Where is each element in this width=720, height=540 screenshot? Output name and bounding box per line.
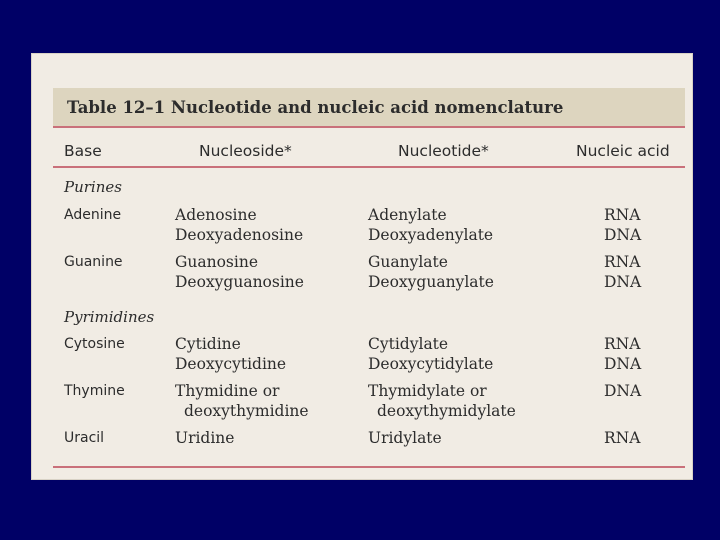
row-uracil-nucleoside-1: Uridine — [175, 429, 235, 447]
row-adenine-nucleoside-1: Adenosine — [175, 206, 257, 224]
row-adenine-base: Adenine — [64, 207, 122, 223]
row-cytosine-base: Cytosine — [64, 336, 125, 352]
row-thymine-nucleoside-1: Thymidine or — [175, 382, 280, 400]
row-cytosine-nucleotide-1: Cytidylate — [368, 335, 449, 353]
row-thymine-acid-1: DNA — [604, 382, 642, 400]
row-thymine-nucleoside-2: deoxythymidine — [184, 402, 309, 420]
row-adenine-nucleoside-2: Deoxyadenosine — [175, 226, 304, 244]
row-cytosine-acid-1: RNA — [604, 335, 641, 353]
row-adenine-acid-2: DNA — [604, 226, 642, 244]
row-thymine-nucleotide-1: Thymidylate or — [368, 382, 487, 400]
row-guanine-acid-1: RNA — [604, 253, 641, 271]
row-adenine-nucleotide-2: Deoxyadenylate — [368, 226, 494, 244]
row-cytosine-nucleoside-2: Deoxycytidine — [175, 355, 287, 373]
row-guanine-nucleoside-1: Guanosine — [175, 253, 258, 271]
row-uracil-nucleotide-1: Uridylate — [368, 429, 442, 447]
title-divider — [53, 126, 685, 128]
row-uracil-base: Uracil — [64, 430, 105, 446]
row-guanine-base: Guanine — [64, 254, 123, 270]
row-adenine-acid-1: RNA — [604, 206, 641, 224]
row-guanine-nucleoside-2: Deoxyguanosine — [175, 273, 304, 291]
table-title: Table 12–1 Nucleotide and nucleic acid nomenclature — [67, 98, 564, 117]
row-adenine-nucleotide-1: Adenylate — [368, 206, 447, 224]
category-purines: Purines — [64, 178, 122, 196]
row-thymine-base: Thymine — [64, 383, 125, 399]
row-cytosine-nucleoside-1: Cytidine — [175, 335, 241, 353]
row-guanine-nucleotide-2: Deoxyguanylate — [368, 273, 494, 291]
category-pyrimidines: Pyrimidines — [64, 308, 155, 326]
table-page — [31, 53, 693, 480]
row-cytosine-nucleotide-2: Deoxycytidylate — [368, 355, 494, 373]
bottom-divider — [53, 466, 685, 468]
row-cytosine-acid-2: DNA — [604, 355, 642, 373]
row-guanine-nucleotide-1: Guanylate — [368, 253, 448, 271]
row-guanine-acid-2: DNA — [604, 273, 642, 291]
header-nucleoside: Nucleoside* — [199, 142, 292, 160]
row-uracil-acid-1: RNA — [604, 429, 641, 447]
header-nucleotide: Nucleotide* — [398, 142, 489, 160]
header-nucleic-acid: Nucleic acid — [576, 142, 670, 160]
row-thymine-nucleotide-2: deoxythymidylate — [377, 402, 516, 420]
header-divider — [53, 166, 685, 168]
header-base: Base — [64, 142, 102, 160]
